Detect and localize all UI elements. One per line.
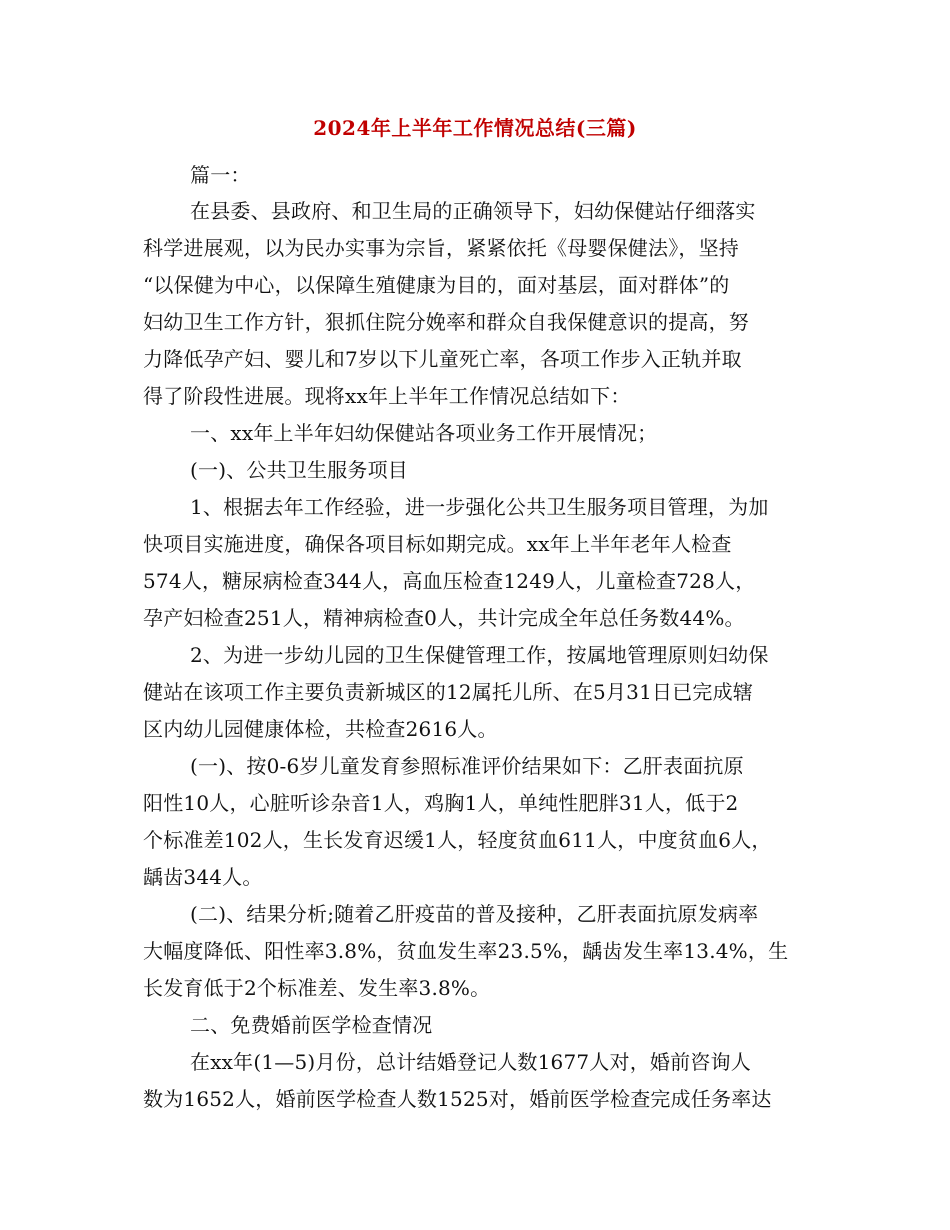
section-heading: 二、免费婚前医学检查情况 xyxy=(190,1013,433,1037)
paragraph-line: 健站在该项工作主要负责新城区的12属托儿所、在5月31日已完成辖 xyxy=(143,680,754,704)
paragraph-line: 个标准差102人，生长发育迟缓1人，轻度贫血611人，中度贫血6人， xyxy=(143,828,772,852)
paragraph-line: 篇一： xyxy=(190,163,251,187)
section-heading: 一、xx年上半年妇幼保健站各项业务工作开展情况； xyxy=(190,421,658,445)
paragraph-line: 区内幼儿园健康体检，共检查2616人。 xyxy=(143,717,498,741)
paragraph-line: (一)、按0-6岁儿童发育参照标准评价结果如下：乙肝表面抗原 xyxy=(190,754,744,778)
paragraph-line: 1、根据去年工作经验，进一步强化公共卫生服务项目管理，为加 xyxy=(190,495,769,519)
paragraph-line: 数为1652人，婚前医学检查人数1525对，婚前医学检查完成任务率达 xyxy=(143,1087,772,1111)
paragraph-line: 大幅度降低、阳性率3.8%，贫血发生率23.5%，龋齿发生率13.4%，生 xyxy=(143,939,789,963)
paragraph-line: 阳性10人，心脏听诊杂音1人，鸡胸1人，单纯性肥胖31人，低于2 xyxy=(143,791,739,815)
paragraph-line: 妇幼卫生工作方针，狠抓住院分娩率和群众自我保健意识的提高，努 xyxy=(143,310,749,334)
subsection-heading: (一)、公共卫生服务项目 xyxy=(190,458,409,482)
paragraph-line: 在xx年(1—5)月份，总计结婚登记人数1677人对，婚前咨询人 xyxy=(190,1050,751,1074)
paragraph-line: 力降低孕产妇、婴儿和7岁以下儿童死亡率，各项工作步入正轨并取 xyxy=(143,347,742,371)
paragraph-line: “以保健为中心，以保障生殖健康为目的，面对基层，面对群体”的 xyxy=(143,273,730,297)
paragraph-line: 2、为进一步幼儿园的卫生保健管理工作，按属地管理原则妇幼保 xyxy=(190,643,769,667)
paragraph-line: 孕产妇检查251人，精神病检查0人，共计完成全年总任务数44%。 xyxy=(143,606,745,630)
paragraph-line: 快项目实施进度，确保各项目标如期完成。xx年上半年老年人检查 xyxy=(143,532,732,556)
paragraph-line: 科学进展观，以为民办实事为宗旨，紧紧依托《母婴保健法》，坚持 xyxy=(143,236,739,260)
paragraph-line: 长发育低于2个标准差、发生率3.8%。 xyxy=(143,976,491,1000)
paragraph-line: 在县委、县政府、和卫生局的正确领导下，妇幼保健站仔细落实 xyxy=(190,199,756,223)
paragraph-line: 574人，糖尿病检查344人，高血压检查1249人，儿童检查728人， xyxy=(143,569,756,593)
paragraph-line: 龋齿344人。 xyxy=(143,865,263,889)
document-title: 2024年上半年工作情况总结(三篇) xyxy=(313,116,637,140)
paragraph-line: (二)、结果分析;随着乙肝疫苗的普及接种，乙肝表面抗原发病率 xyxy=(190,902,759,926)
paragraph-line: 得了阶段性进展。现将xx年上半年工作情况总结如下： xyxy=(143,384,631,408)
